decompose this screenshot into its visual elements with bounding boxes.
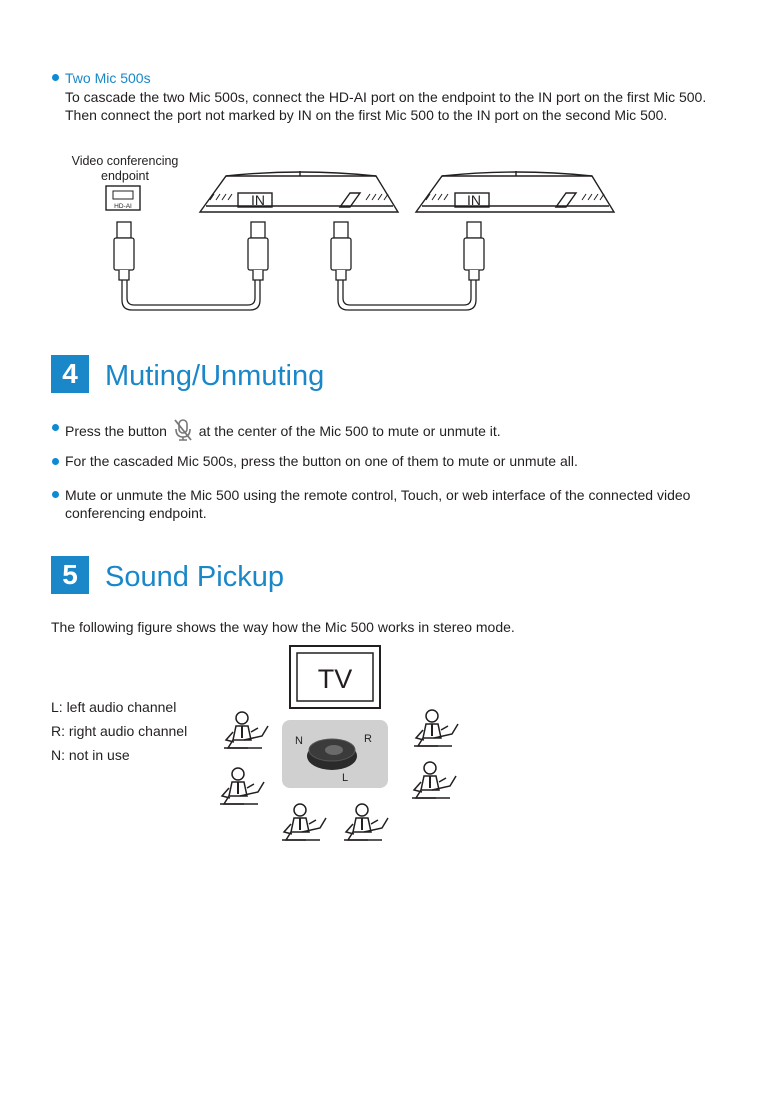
endpoint-label: Video conferencing endpoint	[71, 154, 179, 183]
usb-plug-4	[464, 222, 484, 280]
tv-label: TV	[317, 664, 353, 694]
usb-plug-1	[114, 222, 134, 280]
person-bottom-right	[344, 804, 388, 840]
cascade-title: Two Mic 500s	[65, 70, 151, 86]
mute-bullet-1-post: at the center of the Mic 500 to mute or unmute it.	[198, 423, 501, 439]
bullet-dot	[52, 424, 59, 431]
usb-plug-2	[248, 222, 268, 280]
mic-500-center	[325, 745, 343, 755]
mute-button-icon	[172, 418, 194, 442]
cascade-diagram	[0, 0, 770, 330]
person-bottom-left	[282, 804, 326, 840]
legend-left: L: left audio channel	[51, 699, 177, 715]
section-5-number: 5	[51, 556, 89, 594]
mute-bullet-2: For the cascaded Mic 500s, press the button on one of them to mute or unmute all.	[65, 453, 578, 469]
mic-2-port-label: IN	[467, 192, 481, 208]
cable-2-inner	[343, 280, 471, 305]
person-right-bottom	[412, 762, 456, 798]
mute-bullet-3: Mute or unmute the Mic 500 using the remote control, Touch, or web interface of the connected video conferencing endpoint.	[65, 487, 691, 521]
section-4-number: 4	[51, 355, 89, 393]
endpoint-port-slot	[113, 191, 133, 199]
person-right-top	[414, 710, 458, 746]
section-4-title: Muting/Unmuting	[105, 360, 325, 392]
stereo-mode-figure	[210, 640, 480, 852]
channel-n-label: N	[295, 735, 303, 747]
sound-pickup-intro: The following figure shows the way how the Mic 500 works in stereo mode.	[51, 619, 515, 635]
mute-bullet-1-pre: Press the button	[65, 423, 167, 439]
usb-plug-3	[331, 222, 351, 280]
bullet-dot	[52, 458, 59, 465]
legend-not-in-use: N: not in use	[51, 747, 130, 763]
channel-r-label: R	[364, 733, 372, 745]
person-left-bottom	[220, 768, 264, 804]
cascade-body: To cascade the two Mic 500s, connect the HD-AI port on the endpoint to the IN port on the first Mic 500. Then connect the port not marked by IN on the first Mic 500 to the IN port on the second Mic 500.	[65, 89, 707, 123]
person-left-top	[224, 712, 268, 748]
section-5-title: Sound Pickup	[105, 561, 284, 593]
channel-l-label: L	[342, 772, 349, 784]
bullet-dot	[52, 491, 59, 498]
endpoint-port-label: HD-AI	[114, 203, 132, 210]
legend-right: R: right audio channel	[51, 723, 188, 739]
mute-bullet-1	[65, 418, 725, 442]
mic-1-port-label: IN	[251, 192, 265, 208]
mic-1-device	[200, 171, 398, 212]
cable-1-inner	[127, 280, 255, 305]
mic-2-device	[416, 171, 614, 212]
